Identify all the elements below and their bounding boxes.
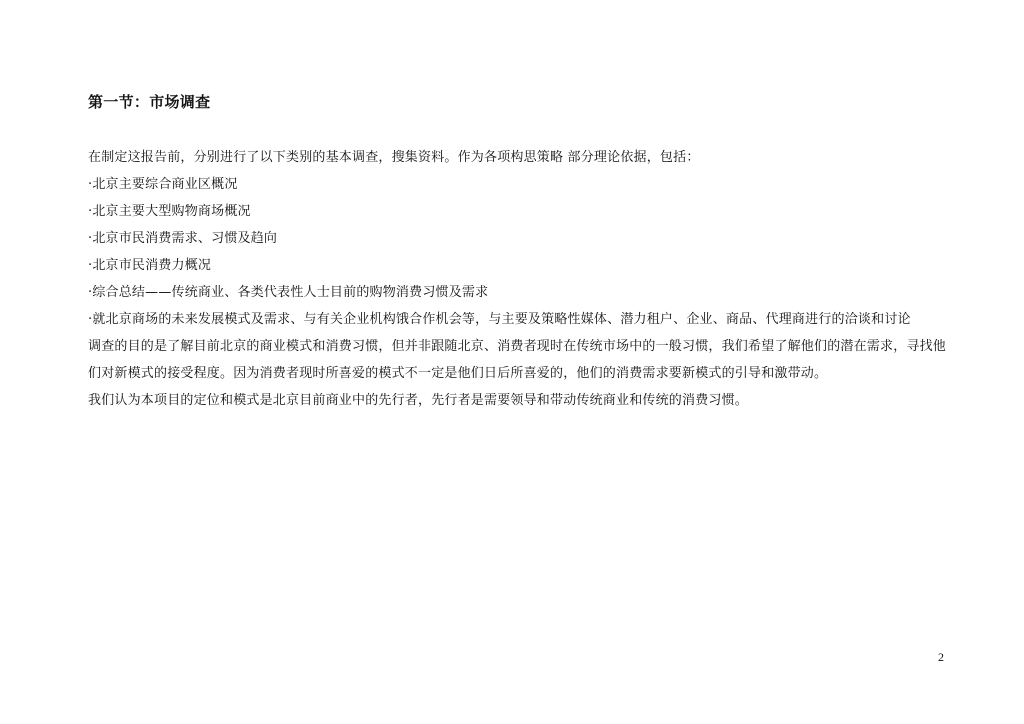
section-heading: 第一节：市场调查	[88, 93, 211, 111]
bullet-item: ·就北京商场的未来发展模式及需求、与有关企业机构饿合作机会等，与主要及策略性媒体、潜力租户、企业、商品、代理商进行的洽谈和讨论	[88, 312, 911, 327]
bullet-item: ·北京主要大型购物商场概况	[88, 204, 251, 219]
bullet-list	[88, 171, 950, 333]
document-body	[88, 92, 950, 414]
body-paragraph: 调查的目的是了解目前北京的商业模式和消费习惯，但并非跟随北京、消费者现时在传统市场中的一般习惯，我们希望了解他们的潜在需求，寻找他们对新模式的接受程度。因为消费者现时所喜爱的模式不一定是他们日后所喜爱的，他们的消费需求要新模式的引导和激带动。	[88, 339, 947, 381]
bullet-item: ·北京市民消费需求、习惯及趋向	[88, 231, 278, 246]
intro-paragraph: 在制定这报告前，分别进行了以下类别的基本调查，搜集资料。作为各项构思策略 部分理论依据，包括：	[88, 150, 700, 165]
bullet-item: ·北京主要综合商业区概况	[88, 177, 238, 192]
page-number: 2	[938, 650, 944, 664]
body-paragraph: 我们认为本项目的定位和模式是北京目前商业中的先行者，先行者是需要领导和带动传统商业和传统的消费习惯。	[88, 393, 749, 408]
bullet-item: ·综合总结——传统商业、各类代表性人士目前的购物消费习惯及需求	[88, 285, 489, 300]
bullet-item: ·北京市民消费力概况	[88, 258, 212, 273]
